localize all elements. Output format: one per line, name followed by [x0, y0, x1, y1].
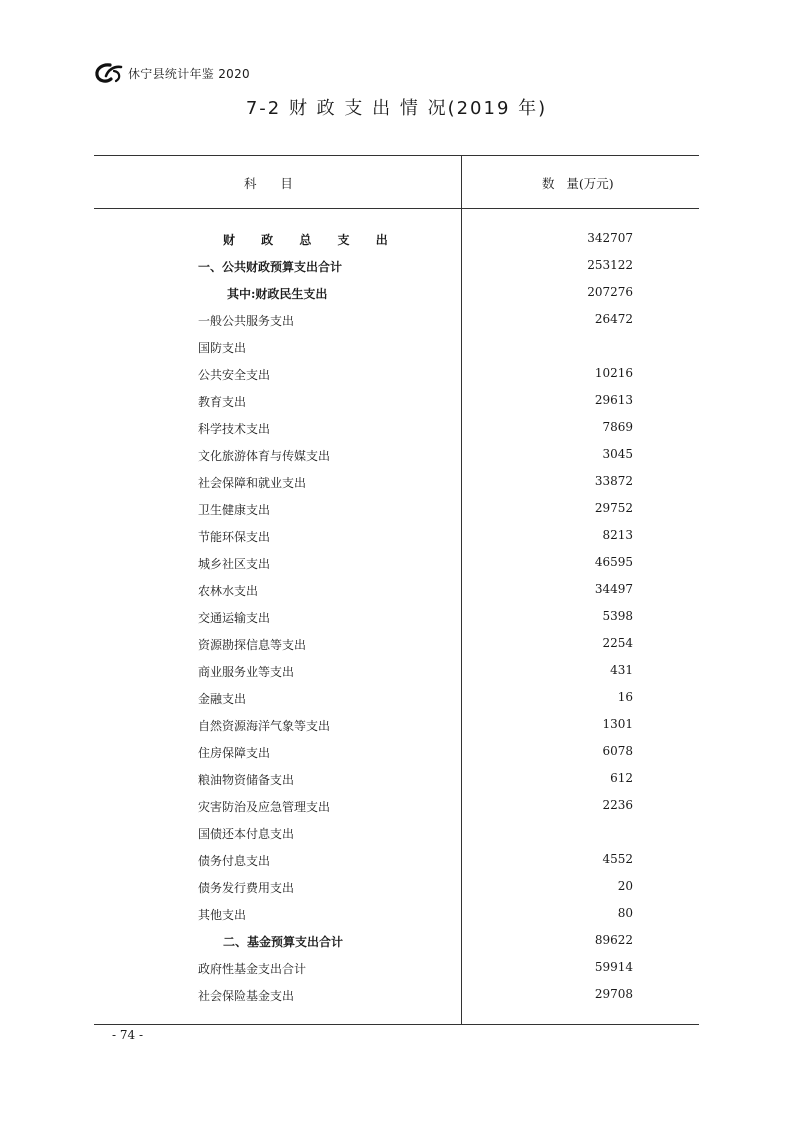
table-row	[0, 690, 793, 717]
table-row	[0, 501, 793, 528]
row-value: 8213	[602, 528, 633, 542]
table-row	[0, 231, 793, 258]
page-title: 7-2 财 政 支 出 情 况(2019 年)	[245, 98, 548, 119]
table-row	[0, 528, 793, 555]
row-label: 财 政 总 支 出	[223, 233, 399, 247]
table-row	[0, 825, 793, 852]
row-label: 交通运输支出	[198, 611, 271, 625]
table-row	[0, 798, 793, 825]
table-row	[0, 960, 793, 987]
row-label: 社会保障和就业支出	[198, 476, 307, 490]
row-label: 其中:财政民生支出	[227, 287, 328, 301]
row-value: 29708	[594, 987, 633, 1001]
row-value: 29752	[594, 501, 633, 515]
row-value: 431	[610, 663, 633, 677]
column-header-value: 数 量(万元)	[542, 176, 614, 191]
table-header-rule	[94, 208, 699, 209]
table-row	[0, 258, 793, 285]
table-row	[0, 312, 793, 339]
row-label: 社会保险基金支出	[198, 989, 295, 1003]
row-label: 债务发行费用支出	[198, 881, 295, 895]
row-value: 4552	[602, 852, 633, 866]
row-value: 2236	[602, 798, 633, 812]
row-value: 10216	[594, 366, 633, 380]
row-value: 207276	[587, 285, 633, 299]
row-label: 资源勘探信息等支出	[198, 638, 307, 652]
row-value: 34497	[594, 582, 633, 596]
row-value: 6078	[602, 744, 633, 758]
row-value: 89622	[594, 933, 633, 947]
row-label: 商业服务业等支出	[198, 665, 295, 679]
row-value: 26472	[594, 312, 633, 326]
row-value: 59914	[594, 960, 633, 974]
row-value: 5398	[602, 609, 633, 623]
table-row	[0, 717, 793, 744]
row-label: 国债还本付息支出	[198, 827, 295, 841]
table-row	[0, 879, 793, 906]
page-header	[94, 62, 250, 84]
row-value: 342707	[587, 231, 633, 245]
row-label: 一、公共财政预算支出合计	[198, 260, 343, 274]
table-row	[0, 366, 793, 393]
row-value: 7869	[602, 420, 633, 434]
row-label: 公共安全支出	[198, 368, 271, 382]
row-label: 城乡社区支出	[198, 557, 271, 571]
table-row	[0, 852, 793, 879]
page-number: - 74 -	[112, 1028, 144, 1042]
table-row	[0, 771, 793, 798]
table-row	[0, 933, 793, 960]
row-label: 国防支出	[198, 341, 247, 355]
column-header-item: 科 目	[244, 176, 293, 191]
row-label: 其他支出	[198, 908, 247, 922]
row-value: 253122	[587, 258, 633, 272]
table-row	[0, 420, 793, 447]
row-label: 文化旅游体育与传媒支出	[198, 449, 331, 463]
row-value: 612	[610, 771, 633, 785]
table-top-rule	[94, 155, 699, 156]
table-row	[0, 393, 793, 420]
row-value: 3045	[602, 447, 633, 461]
table-row	[0, 339, 793, 366]
table-row	[0, 447, 793, 474]
row-label: 债务付息支出	[198, 854, 271, 868]
row-label: 自然资源海洋气象等支出	[198, 719, 331, 733]
row-value: 20	[617, 879, 633, 893]
table-row	[0, 555, 793, 582]
table-bottom-rule	[94, 1024, 699, 1025]
row-label: 二、基金预算支出合计	[223, 935, 344, 949]
row-label: 农林水支出	[198, 584, 259, 598]
table-row	[0, 987, 793, 1014]
table-row	[0, 906, 793, 933]
row-label: 科学技术支出	[198, 422, 271, 436]
row-value: 1301	[602, 717, 633, 731]
row-label: 政府性基金支出合计	[198, 962, 307, 976]
row-value: 33872	[594, 474, 633, 488]
row-label: 灾害防治及应急管理支出	[198, 800, 331, 814]
table-row	[0, 636, 793, 663]
table-row	[0, 663, 793, 690]
row-label: 教育支出	[198, 395, 247, 409]
row-value: 80	[617, 906, 633, 920]
row-label: 一般公共服务支出	[198, 314, 295, 328]
row-label: 住房保障支出	[198, 746, 271, 760]
row-value: 2254	[602, 636, 633, 650]
yearbook-logo-icon	[94, 62, 124, 84]
row-value: 16	[617, 690, 633, 704]
row-value: 29613	[594, 393, 633, 407]
row-label: 卫生健康支出	[198, 503, 271, 517]
book-name: 休宁县统计年鉴 2020	[128, 66, 250, 81]
table-row	[0, 285, 793, 312]
table-row	[0, 609, 793, 636]
table-row	[0, 744, 793, 771]
row-label: 粮油物资储备支出	[198, 773, 295, 787]
row-label: 节能环保支出	[198, 530, 271, 544]
table-row	[0, 582, 793, 609]
table-row	[0, 474, 793, 501]
row-label: 金融支出	[198, 692, 247, 706]
row-value: 46595	[594, 555, 633, 569]
